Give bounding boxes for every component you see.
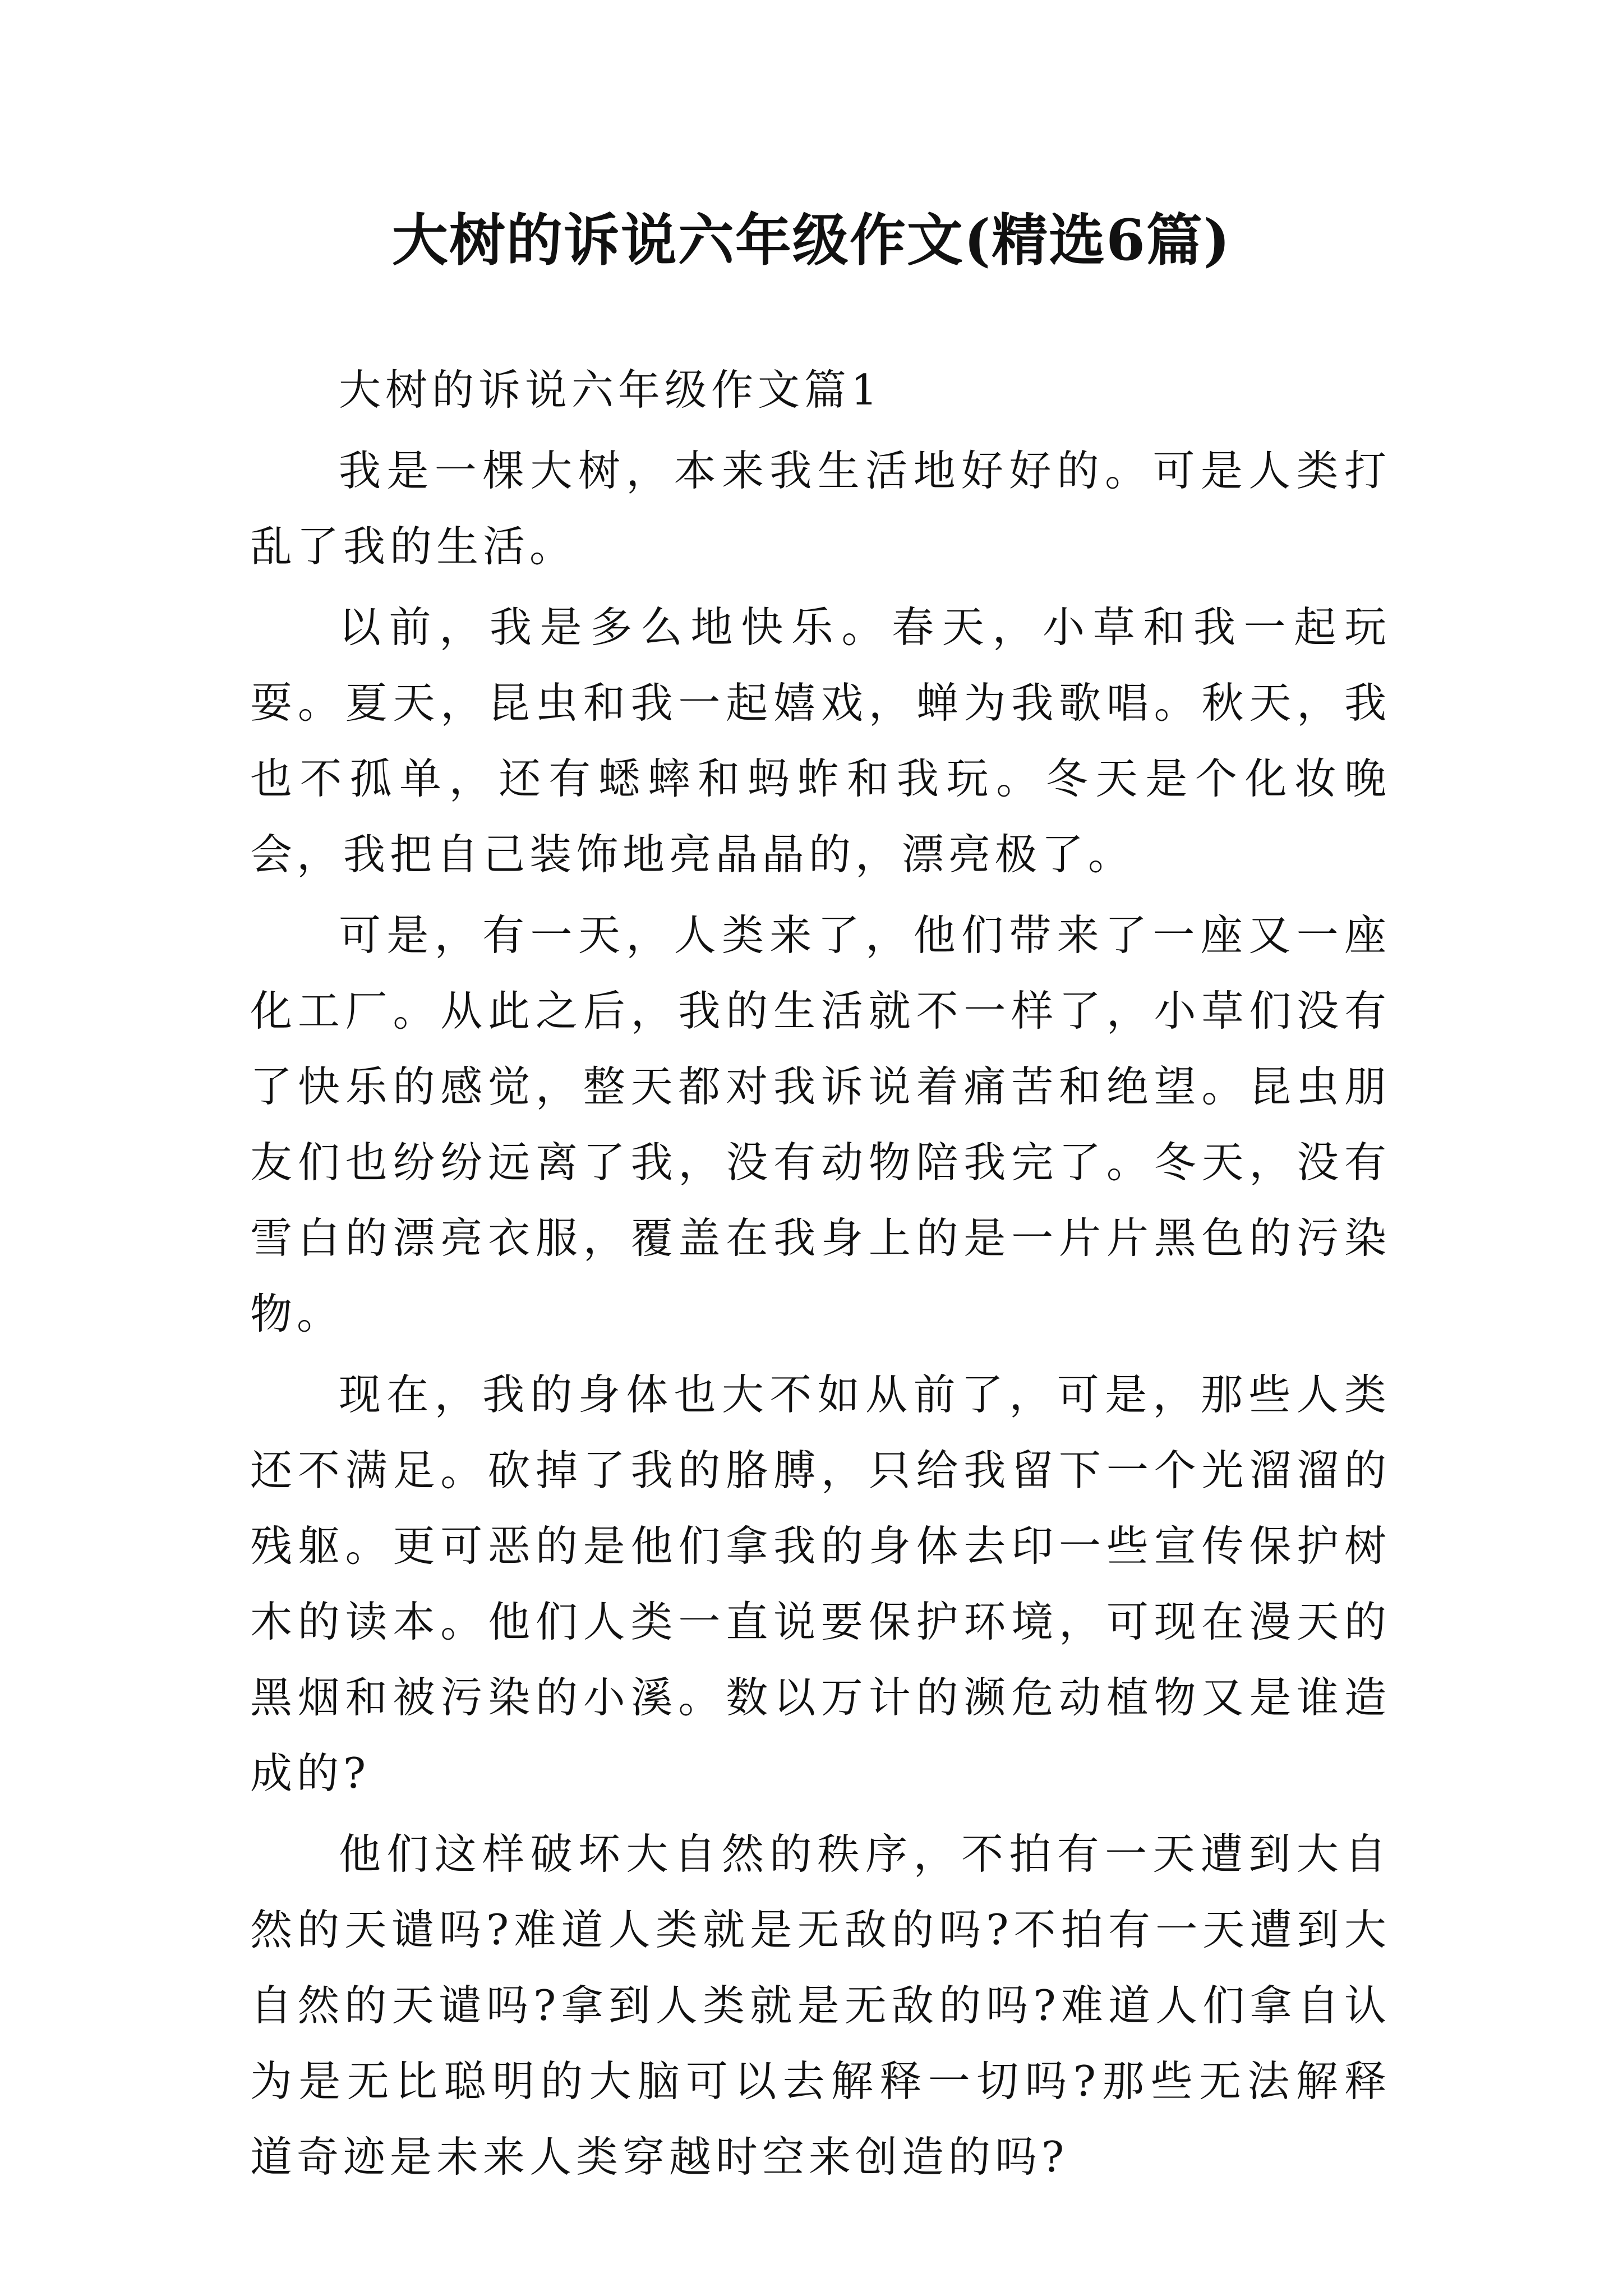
paragraph: 现在，我的身体也大不如从前了，可是，那些人类还不满足。砍掉了我的胳膊，只给我留下一个光溜溜的残躯。更可恶的是他们拿我的身体去印一些宣传保护树木的读本。他们人类一直说要保护环境，可现在漫天的黑烟和被污染的小溪。数以万计的濒危动植物又是谁造成的? — [250, 1370, 1391, 1798]
paragraph: 我是一棵大树，本来我生活地好好的。可是人类打乱了我的生活。 — [250, 446, 1391, 571]
document-title: 大树的诉说六年级作文(精选6篇) — [391, 207, 1232, 273]
paragraph: 以前，我是多么地快乐。春天，小草和我一起玩耍。夏天，昆虫和我一起嬉戏，蝉为我歌唱。秋天，我也不孤单，还有蟋蟀和蚂蚱和我玩。冬天是个化妆晚会，我把自己装饰地亮晶晶的，漂亮极了。 — [250, 602, 1391, 879]
paragraph: 可是，有一天，人类来了，他们带来了一座又一座化工厂。从此之后，我的生活就不一样了，小草们没有了快乐的感觉，整天都对我诉说着痛苦和绝望。昆虫朋友们也纷纷远离了我，没有动物陪我完了。冬天，没有雪白的漂亮衣服，覆盖在我身上的是一片片黑色的污染物。 — [250, 910, 1391, 1338]
section-heading: 大树的诉说六年级作文篇1 — [339, 365, 882, 415]
paragraph: 他们这样破坏大自然的秩序，不拍有一天遭到大自然的天谴吗?难道人类就是无敌的吗?不拍有一天遭到大自然的天谴吗?拿到人类就是无敌的吗?难道人们拿自认为是无比聪明的大脑可以去解释一切吗?那些无法解释道奇迹是未来人类穿越时空来创造的吗? — [250, 1829, 1391, 2182]
document-body — [250, 352, 1391, 2200]
